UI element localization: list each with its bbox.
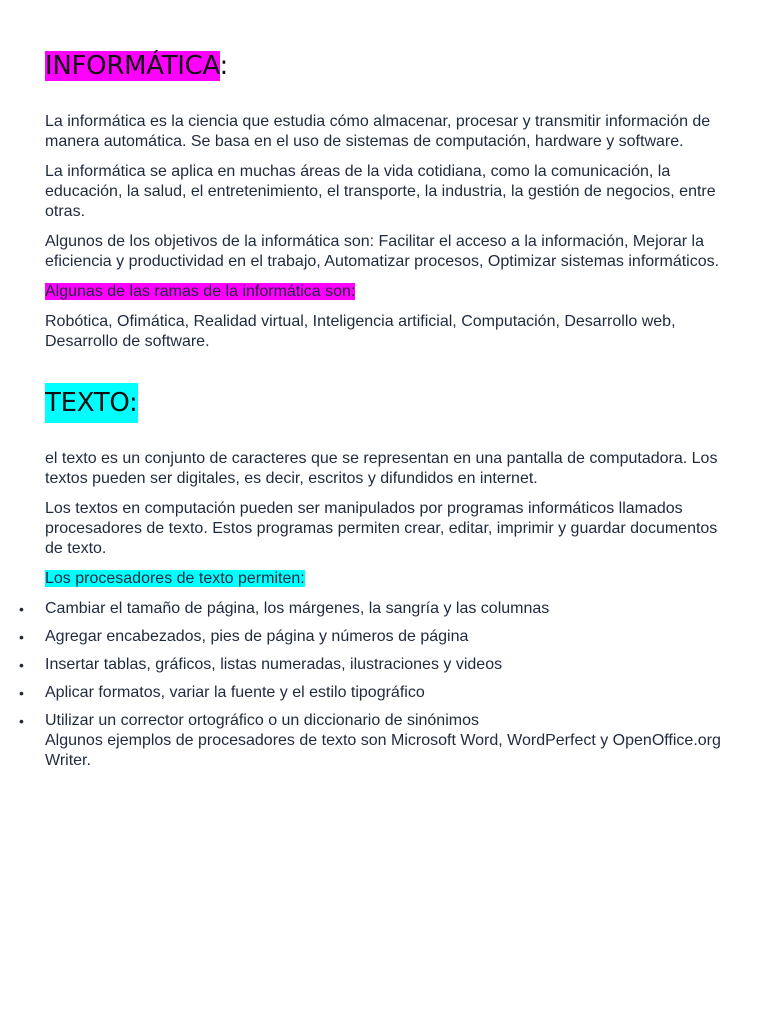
heading-informatica-word: INFORMÁTICA <box>45 51 220 81</box>
heading-informatica-colon: : <box>219 51 229 81</box>
paragraph-ramas: Robótica, Ofimática, Realidad virtual, Inteligencia artificial, Computación, Desarrollo web, Desarrollo de software. <box>45 313 676 350</box>
bullet-icon: • <box>19 713 24 729</box>
list-item-text: Agregar encabezados, pies de página y números de página <box>45 628 469 645</box>
paragraph-aplicaciones: La informática se aplica en muchas áreas de la vida cotidiana, como la comunicación, la educación, la salud, el entretenimiento, el transporte, la industria, la gestión de negocios, entre otras. <box>45 163 716 220</box>
document-page <box>19 0 735 779</box>
highlight-ramas: Algunas de las ramas de la informática son: <box>45 283 356 300</box>
paragraph-objetivos: Algunos de los objetivos de la informática son: Facilitar el acceso a la información, Mejorar la eficiencia y productividad en el trabajo, Automatizar procesos, Optimizar sistemas informáticos. <box>45 233 720 270</box>
highlight-procesadores: Los procesadores de texto permiten: <box>45 570 305 587</box>
list-item-text: Utilizar un corrector ortográfico o un diccionario de sinónimos <box>45 712 479 729</box>
list-item-text: Aplicar formatos, variar la fuente y el estilo tipográfico <box>45 684 425 701</box>
list-item <box>19 711 735 771</box>
paragraph-ejemplos: Algunos ejemplos de procesadores de texto son Microsoft Word, WordPerfect y OpenOffice.org Writer. <box>45 732 721 769</box>
highlight-ramas-container <box>45 282 735 302</box>
list-item-text: Cambiar el tamaño de página, los márgenes, la sangría y las columnas <box>45 600 550 617</box>
heading-texto: TEXTO: <box>45 383 138 423</box>
list-item-text: Insertar tablas, gráficos, listas numeradas, ilustraciones y videos <box>45 656 503 673</box>
highlight-procesadores-container <box>45 569 735 589</box>
paragraph-definicion: La informática es la ciencia que estudia cómo almacenar, procesar y transmitir información de manera automática. Se basa en el uso de sistemas de computación, hardware y software. <box>45 113 711 150</box>
bullet-list <box>19 599 735 771</box>
bullet-icon: • <box>19 657 24 673</box>
bullet-icon: • <box>19 685 24 701</box>
list-item <box>19 655 735 675</box>
list-item <box>19 599 735 619</box>
list-item <box>19 627 735 647</box>
bullet-icon: • <box>19 629 24 645</box>
paragraph-texto-definicion: el texto es un conjunto de caracteres que se representan en una pantalla de computadora. Los textos pueden ser digitales, es decir, escritos y difundidos en internet. <box>45 450 718 487</box>
bullet-icon: • <box>19 601 24 617</box>
paragraph-procesadores: Los textos en computación pueden ser manipulados por programas informáticos llamados procesadores de texto. Estos programas permiten crear, editar, imprimir y guardar documentos de texto. <box>45 500 718 557</box>
heading-informatica <box>45 46 228 86</box>
list-item <box>19 683 735 703</box>
